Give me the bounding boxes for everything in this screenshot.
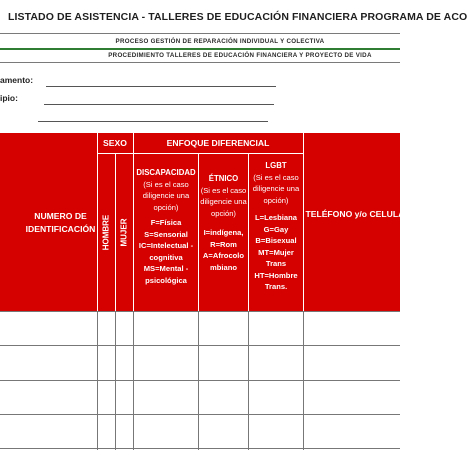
municipio-field[interactable] <box>44 104 274 105</box>
departamento-field[interactable] <box>46 86 276 87</box>
table-row[interactable] <box>0 415 97 448</box>
table-row[interactable] <box>0 381 97 414</box>
green-divider <box>0 48 400 50</box>
etnico-cell: ÉTNICO (Si es el caso diligencie una opción) I=indígena, R=Rom A=Afrocolo mbiano <box>200 174 247 272</box>
discapacidad-cell: DISCAPACIDAD (Si es el caso diligencie una opción) F=Física S=Sensorial IC=Intelectual - cognitiva MS=Mental - psicológica <box>136 168 196 285</box>
col-sexo: SEXO <box>103 138 127 148</box>
col-enfoque: ENFOQUE DIFERENCIAL <box>166 138 270 148</box>
process-subtitle: PROCESO GESTIÓN DE REPARACIÓN INDIVIDUAL Y COLECTIVA <box>115 38 325 45</box>
col-identificacion: NUMERO DE IDENTIFICACIÓN <box>25 211 96 234</box>
lgbt-cell: LGBT (Si es el caso diligencie una opción) L=Lesbiana G=Gay B=Bisexual MT=Mujer Trans HT=Hombre Trans. <box>252 161 300 291</box>
municipio-label: ipio: <box>0 93 18 103</box>
col-mujer: MUJER <box>119 217 129 247</box>
divider <box>0 33 400 34</box>
table-row[interactable] <box>0 312 97 345</box>
col-telefono: TELÉFONO y/o CELULAR <box>305 209 411 219</box>
departamento-label: amento: <box>0 75 34 85</box>
divider <box>0 62 400 63</box>
extra-field[interactable] <box>38 121 268 122</box>
col-hombre: HOMBRE <box>101 214 111 250</box>
page-title: LISTADO DE ASISTENCIA - TALLERES DE EDUCACIÓN FINANCIERA PROGRAMA DE ACO <box>8 11 467 23</box>
procedure-subtitle: PROCEDIMIENTO TALLERES DE EDUCACIÓN FINANCIERA Y PROYECTO DE VIDA <box>108 52 372 59</box>
table-row[interactable] <box>0 346 97 379</box>
